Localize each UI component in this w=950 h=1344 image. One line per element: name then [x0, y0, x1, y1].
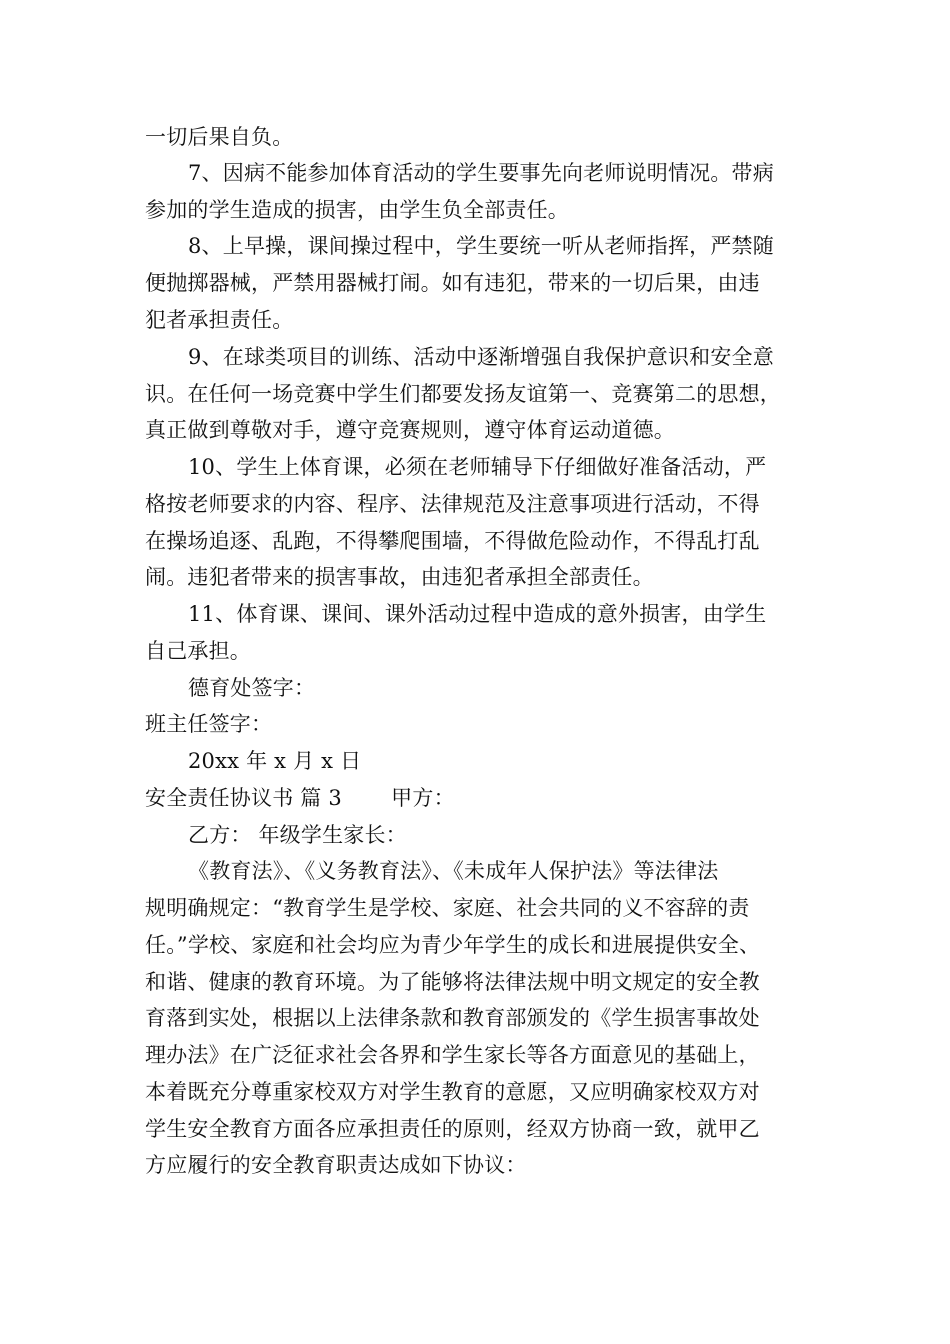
text-line: 便抛掷器械，严禁用器械打闹。如有违犯，带来的一切后果，由违: [145, 271, 760, 295]
text-line: 格按老师要求的内容、程序、法律规范及注意事项进行活动，不得: [145, 492, 760, 516]
text-line: 9、在球类项目的训练、活动中逐渐增强自我保护意识和安全意: [188, 345, 774, 369]
text-line: 理办法》在广泛征求社会各界和学生家长等各方面意见的基础上，: [145, 1043, 760, 1067]
text-line: 在操场追逐、乱跑，不得攀爬围墙，不得做危险动作，不得乱打乱: [145, 529, 760, 553]
text-line: 学生安全教育方面各应承担责任的原则，经双方协商一致，就甲乙: [145, 1117, 760, 1141]
text-line: 犯者承担责任。: [145, 308, 294, 332]
text-line: 方应履行的安全教育职责达成如下协议：: [145, 1153, 527, 1177]
text-line: 真正做到尊敬对手，遵守竞赛规则，遵守体育运动道德。: [145, 418, 675, 442]
text-line: 识。在任何一场竞赛中学生们都要发扬友谊第一、竞赛第二的思想，: [145, 382, 781, 406]
text-line: 闹。违犯者带来的损害事故，由违犯者承担全部责任。: [145, 565, 654, 589]
text-line: 7、因病不能参加体育活动的学生要事先向老师说明情况。带病: [188, 161, 774, 185]
text-line: 育落到实处，根据以上法律条款和教育部颁发的《学生损害事故处: [145, 1006, 760, 1030]
text-line: 德育处签字：: [188, 676, 316, 700]
text-line: 一切后果自负。: [145, 125, 294, 149]
text-line: 规明确规定：“教育学生是学校、家庭、社会共同的义不容辞的责: [145, 896, 750, 920]
text-line: 11、体育课、课间、课外活动过程中造成的意外损害，由学生: [188, 602, 767, 626]
text-line: 本着既充分尊重家校双方对学生教育的意愿，又应明确家校双方对: [145, 1080, 760, 1104]
text-line: 20xx 年 x 月 x 日: [188, 749, 362, 773]
text-line: 乙方： 年级学生家长：: [188, 823, 407, 847]
text-line: 《教育法》、《义务教育法》、《未成年人保护法》等法律法: [188, 859, 719, 883]
text-line: 参加的学生造成的损害，由学生负全部责任。: [145, 198, 569, 222]
text-line: 班主任签字：: [145, 712, 273, 736]
text-line: 8、上早操，课间操过程中，学生要统一听从老师指挥，严禁随: [188, 234, 774, 258]
text-line: 安全责任协议书 篇 3 甲方：: [145, 786, 455, 810]
text-line: 和谐、健康的教育环境。为了能够将法律法规中明文规定的安全教: [145, 970, 760, 994]
text-line: 自己承担。: [145, 639, 251, 663]
text-line: 10、学生上体育课，必须在老师辅导下仔细做好准备活动，严: [188, 455, 767, 479]
text-line: 任。”学校、家庭和社会均应为青少年学生的成长和进展提供安全、: [145, 933, 761, 957]
